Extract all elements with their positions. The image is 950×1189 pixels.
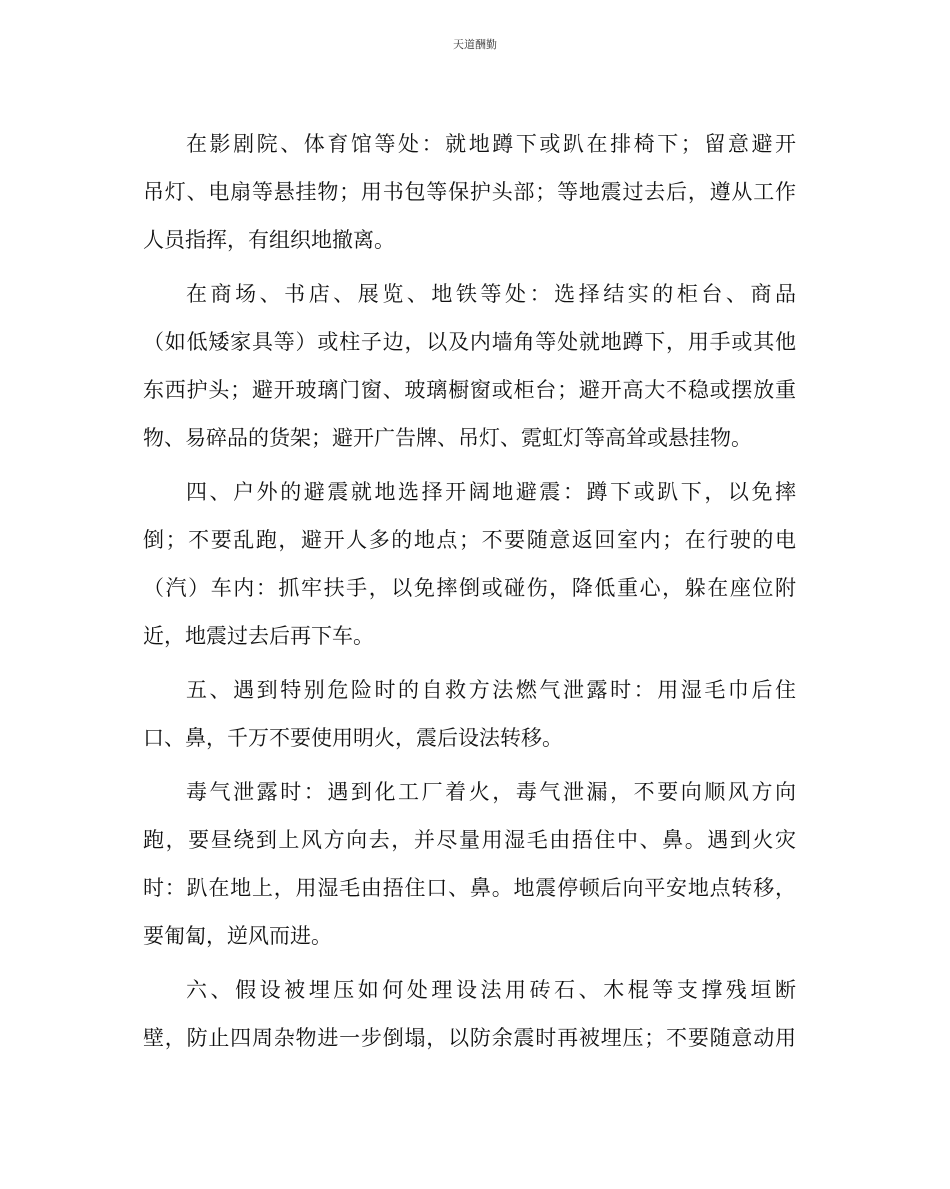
paragraph: [143, 468, 796, 660]
text-line: 跑，要昼绕到上风方向去，并尽量用湿毛由捂住中、鼻。遇到火灾: [143, 828, 796, 852]
paragraph: [143, 966, 796, 1062]
text-line: 四、户外的避震就地选择开阔地避震：蹲下或趴下，以免摔: [186, 480, 796, 504]
text-line: （如低矮家具等）或柱子边，以及内墙角等处就地蹲下，用手或其他: [143, 330, 796, 354]
paragraph: [143, 120, 796, 264]
paragraph: [143, 768, 796, 960]
text-line: 人员指挥，有组织地撤离。: [143, 228, 395, 252]
text-line: 五、遇到特别危险时的自救方法燃气泄露时：用湿毛巾后住: [186, 678, 796, 702]
text-line: 倒；不要乱跑，避开人多的地点；不要随意返回室内；在行驶的电: [143, 528, 796, 552]
text-line: 壁，防止四周杂物进一步倒塌，以防余震时再被埋压；不要随意动用: [143, 1026, 796, 1050]
text-line: 六、假设被埋压如何处理设法用砖石、木棍等支撑残垣断: [186, 978, 796, 1002]
document-body: [143, 120, 796, 1068]
text-line: 口、鼻，千万不要使用明火，震后设法转移。: [143, 726, 563, 750]
text-line: （汽）车内：抓牢扶手，以免摔倒或碰伤，降低重心，躲在座位附: [143, 576, 796, 600]
text-line: 毒气泄露时：遇到化工厂着火，毒气泄漏，不要向顺风方向: [186, 780, 796, 804]
text-line: 吊灯、电扇等悬挂物；用书包等保护头部；等地震过去后，遵从工作: [143, 180, 796, 204]
text-line: 东西护头；避开玻璃门窗、玻璃橱窗或柜台；避开高大不稳或摆放重: [143, 378, 796, 402]
text-line: 在影剧院、体育馆等处：就地蹲下或趴在排椅下；留意避开: [186, 132, 796, 156]
page-header: 天道酬勤: [453, 38, 497, 51]
text-line: 近，地震过去后再下车。: [143, 624, 374, 648]
text-line: 要匍匐，逆风而进。: [143, 924, 332, 948]
text-line: 物、易碎品的货架；避开广告牌、吊灯、霓虹灯等高耸或悬挂物。: [143, 426, 752, 450]
paragraph: [143, 666, 796, 762]
paragraph: [143, 270, 796, 462]
text-line: 时：趴在地上，用湿毛由捂住口、鼻。地震停顿后向平安地点转移，: [143, 876, 796, 900]
text-line: 在商场、书店、展览、地铁等处：选择结实的柜台、商品: [186, 282, 796, 306]
